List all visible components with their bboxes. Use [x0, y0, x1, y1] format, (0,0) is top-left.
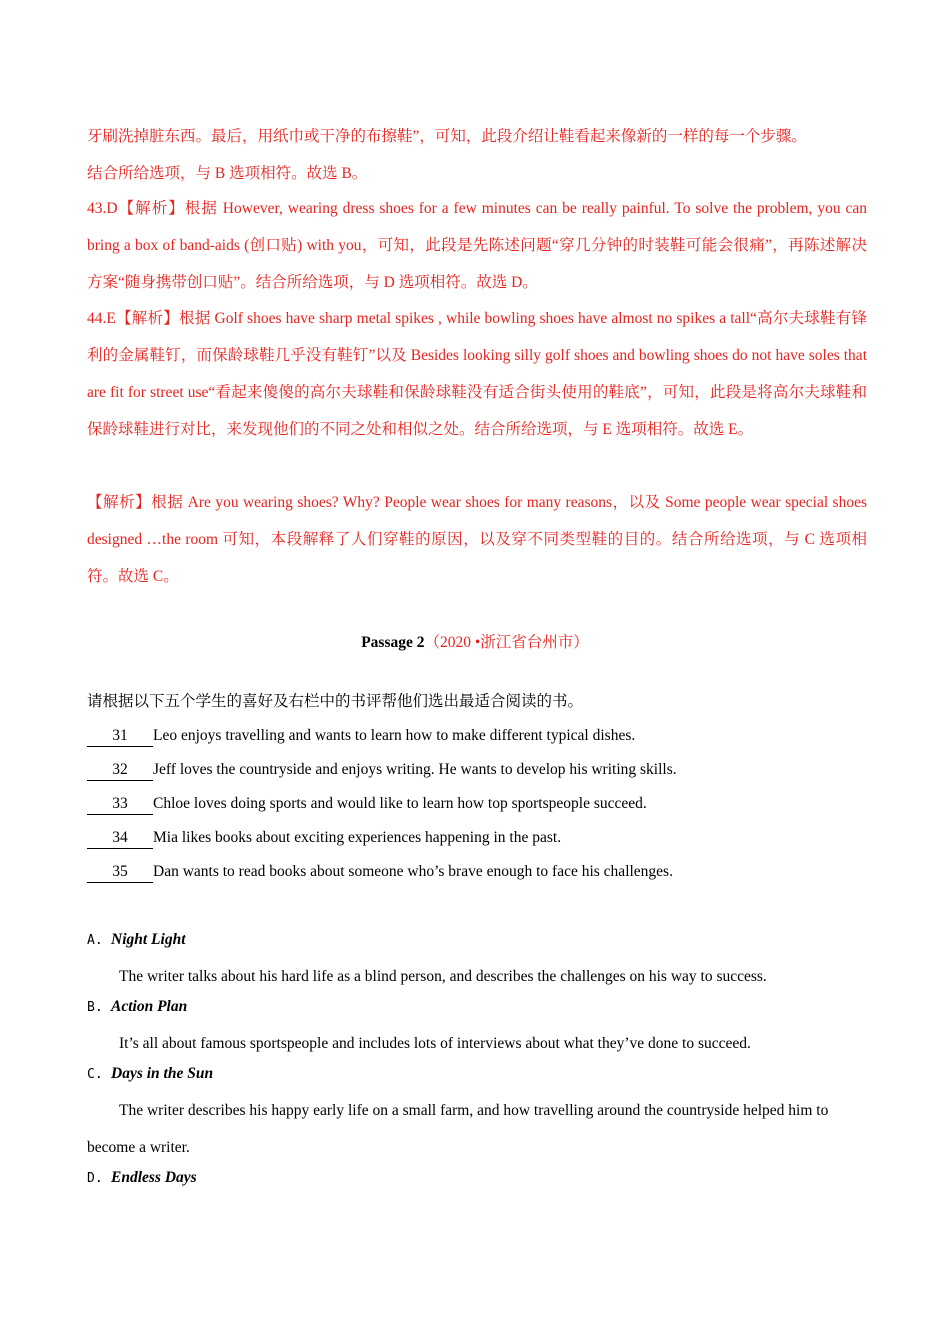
passage-title	[0, 631, 950, 655]
option-heading	[87, 1062, 867, 1096]
question-text: Leo enjoys travelling and wants to learn how to make different typical dishes.	[153, 727, 636, 744]
question-list	[87, 724, 867, 894]
option-letter: C.	[87, 1067, 103, 1082]
option-letter: B.	[87, 1000, 103, 1015]
answer-explanation-43: 43.D【解析】根据 However, wearing dress shoes for a few minutes can be really painful. To solve the problem, you can bring a box of band-aids (创口贴) with you，可知，此段是先陈述问题“穿几分钟的时装鞋可能会很痛”，再陈述解决方案“随身携带创口贴”。结合所给选项，与 D 选项相符。故选 D。	[87, 200, 867, 291]
option-letter: D.	[87, 1171, 103, 1186]
question-text: Mia likes books about exciting experiences happening in the past.	[153, 829, 562, 846]
explanation-line: 结合所给选项，与 B 选项相符。故选 B。	[87, 165, 368, 182]
answer-blank[interactable]: 32	[87, 760, 153, 781]
question-item	[87, 758, 867, 792]
explanation-line: 牙刷洗掉脏东西。最后，用纸巾或干净的布擦鞋”，可知，此段介绍让鞋看起来像新的一样的每一个步骤。	[87, 128, 807, 145]
option-heading	[87, 1166, 867, 1200]
answer-explanation-c: 【解析】根据 Are you wearing shoes? Why? People wear shoes for many reasons，以及 Some people wear special shoes designed …the room 可知，本段解释了人们穿鞋的原因，以及穿不同类型鞋的目的。结合所给选项，与 C 选项相符。故选 C。	[87, 494, 867, 585]
book-review: It’s all about famous sportspeople and includes lots of interviews about what they’ve done to succeed.	[119, 1035, 751, 1052]
answer-blank[interactable]: 34	[87, 828, 153, 849]
book-title: Days in the Sun	[111, 1065, 214, 1082]
answer-blank[interactable]: 35	[87, 862, 153, 883]
option-letter: A.	[87, 933, 103, 948]
book-review: The writer talks about his hard life as a blind person, and describes the challenges on his way to success.	[119, 968, 767, 985]
question-item	[87, 860, 867, 894]
question-item	[87, 826, 867, 860]
option-heading	[87, 928, 867, 962]
book-title: Night Light	[111, 931, 186, 948]
question-text: Dan wants to read books about someone who’s brave enough to face his challenges.	[153, 863, 673, 880]
question-text: Jeff loves the countryside and enjoys writing. He wants to develop his writing skills.	[153, 761, 677, 778]
question-text: Chloe loves doing sports and would like to learn how top sportspeople succeed.	[153, 795, 647, 812]
question-item	[87, 792, 867, 826]
option-heading	[87, 995, 867, 1029]
book-review: The writer describes his happy early life on a small farm, and how travelling around the countryside helped him to become a writer.	[87, 1102, 829, 1156]
answer-blank[interactable]: 31	[87, 726, 153, 747]
answer-blank[interactable]: 33	[87, 794, 153, 815]
passage-title-label: Passage 2	[361, 634, 425, 651]
passage-source: （2020 •浙江省台州市）	[424, 634, 589, 651]
answer-explanation-44: 44.E【解析】根据 Golf shoes have sharp metal spikes , while bowling shoes have almost no spikes a tall“高尔夫球鞋有锋利的金属鞋钉，而保龄球鞋几乎没有鞋钉”以及 Besides looking silly golf shoes and bowling shoes do not have soles that are fit for street use“看起来傻傻的高尔夫球鞋和保龄球鞋没有适合街头使用的鞋底”，可知，此段是将高尔夫球鞋和保龄球鞋进行对比，来发现他们的不同之处和相似之处。结合所给选项，与 E 选项相符。故选 E。	[87, 310, 867, 438]
book-title: Endless Days	[111, 1169, 197, 1186]
task-instruction: 请根据以下五个学生的喜好及右栏中的书评帮他们选出最适合阅读的书。	[87, 693, 584, 710]
question-item	[87, 724, 867, 758]
book-options	[87, 928, 867, 1200]
book-title: Action Plan	[111, 998, 188, 1015]
answer-explanation-42	[87, 118, 867, 192]
